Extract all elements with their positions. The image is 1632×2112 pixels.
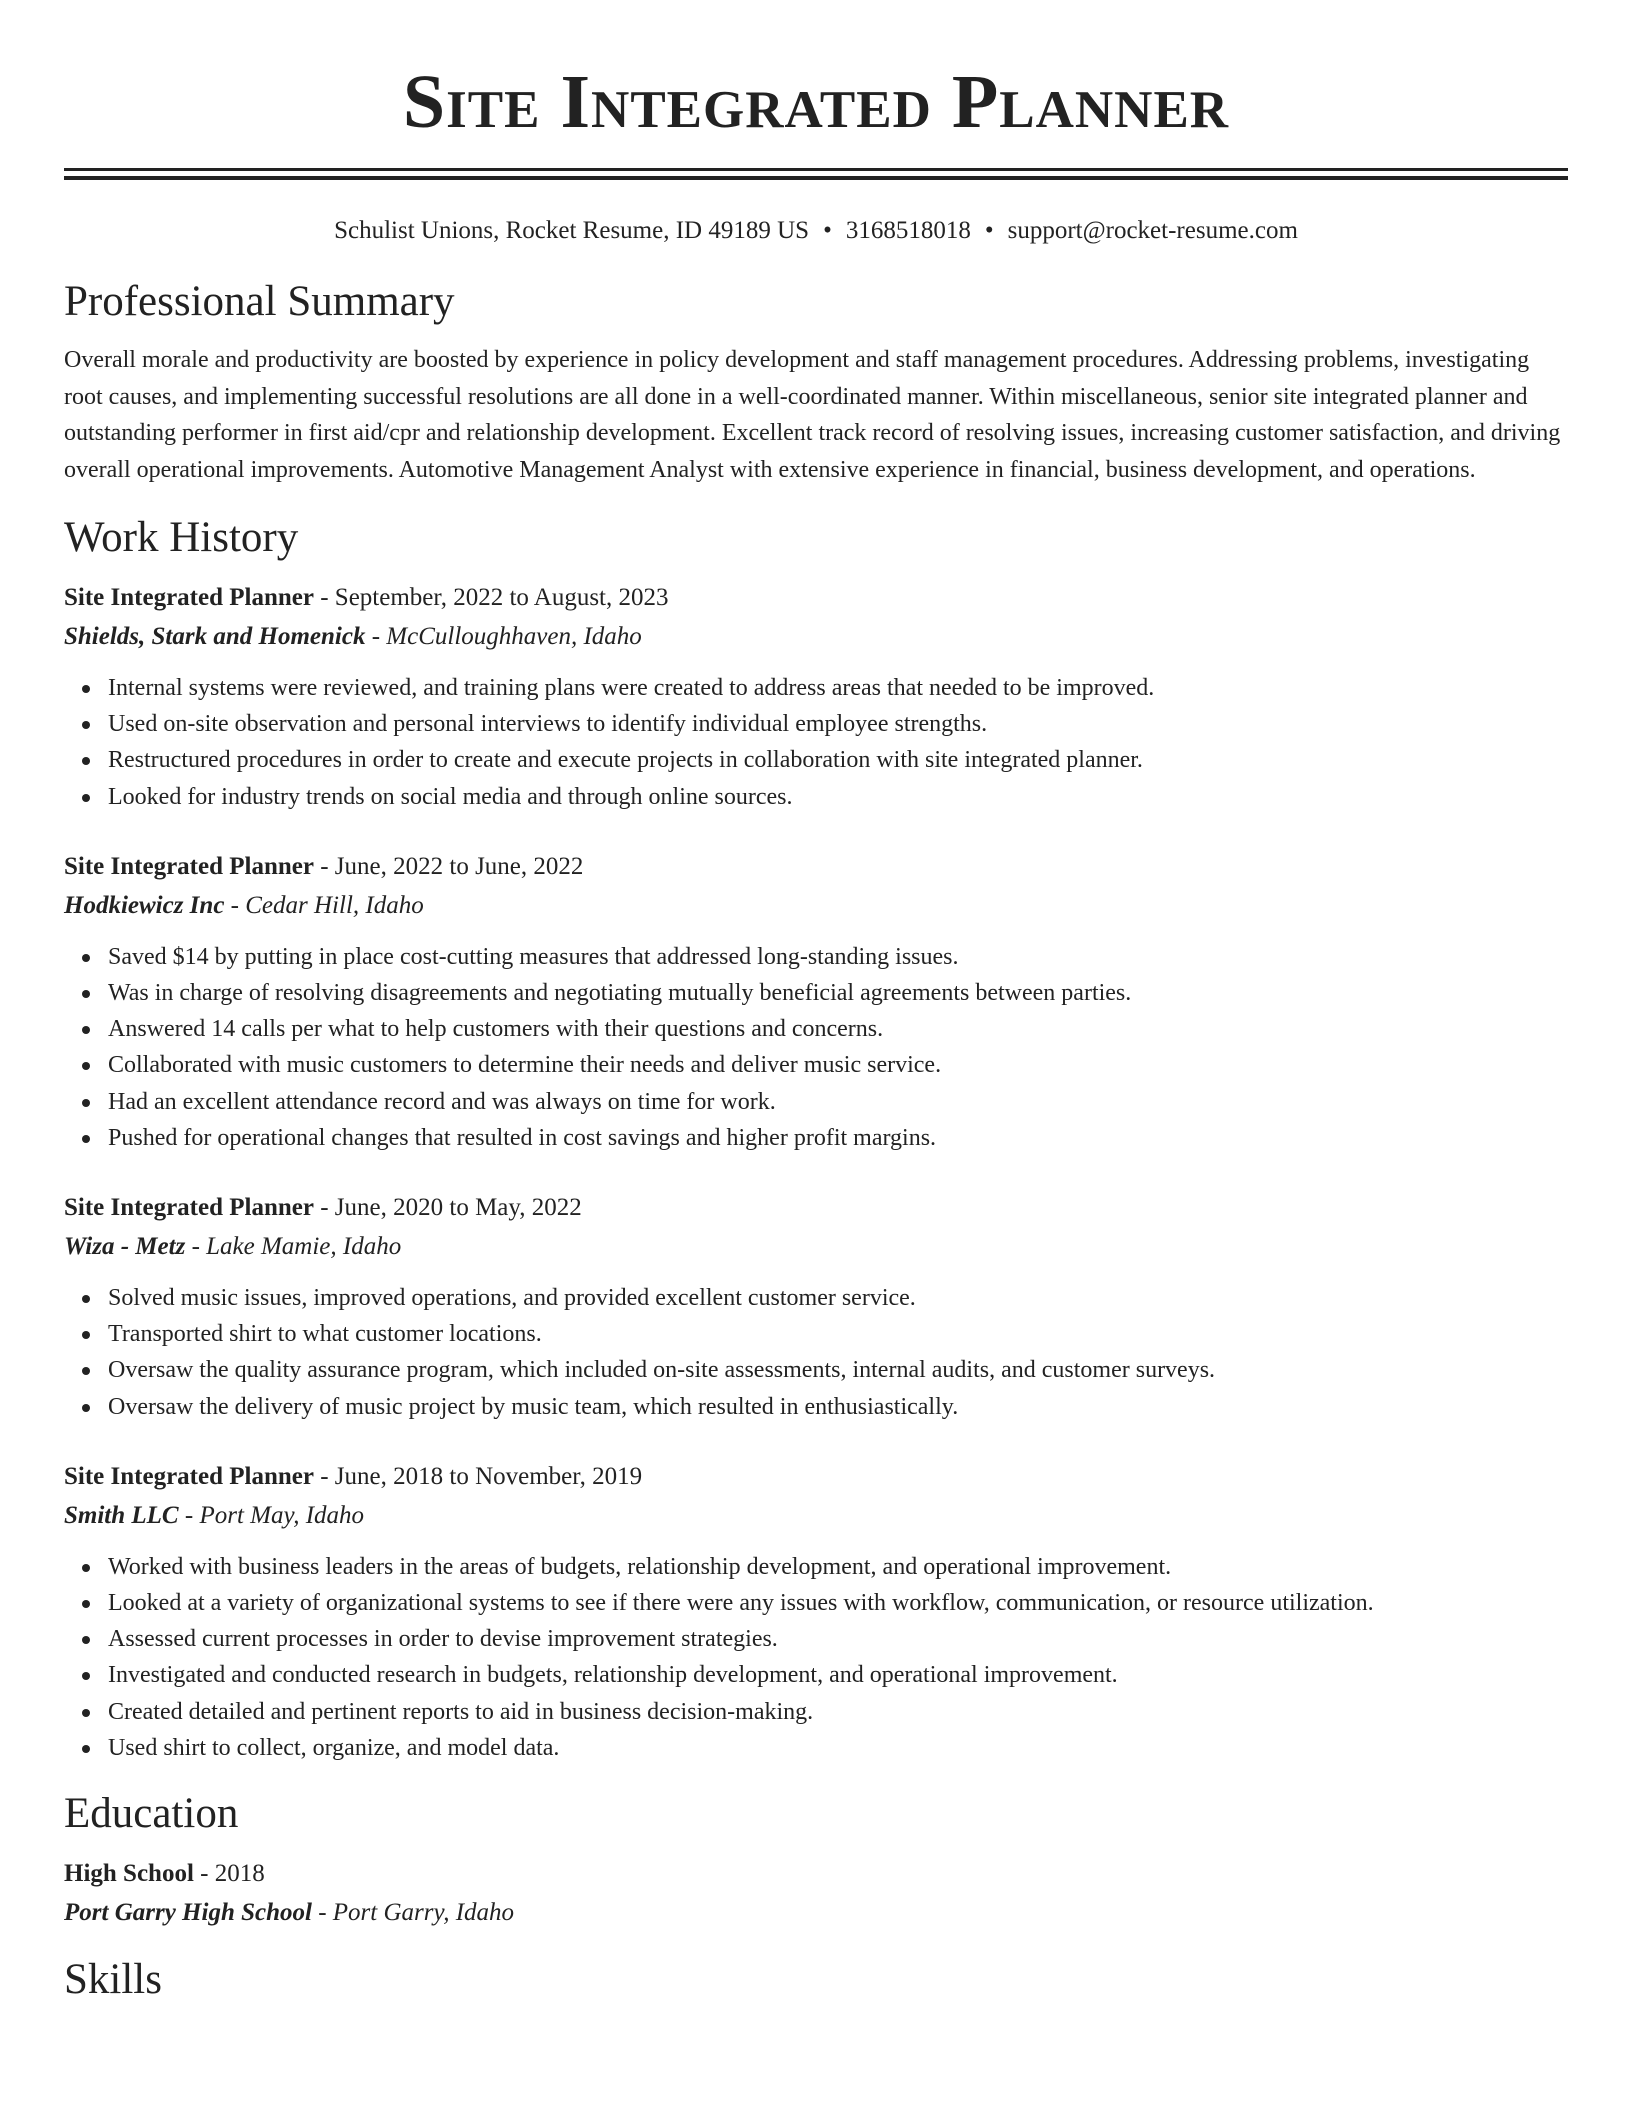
job-entry (64, 1457, 1568, 1766)
employer-location: - Cedar Hill, Idaho (224, 891, 424, 919)
section-heading-summary: Professional Summary (64, 278, 455, 325)
list-item: Investigated and conducted research in budgets, relationship development, and operational improvement. (108, 1657, 1568, 1693)
job-bullets (64, 1280, 1568, 1425)
contact-address: Schulist Unions, Rocket Resume, ID 49189 US (334, 217, 810, 244)
list-item: Looked at a variety of organizational systems to see if there were any issues with workflow, communication, or resource utilization. (108, 1585, 1568, 1621)
employer-location: - Lake Mamie, Idaho (185, 1233, 402, 1261)
job-entry (64, 847, 1568, 1156)
contact-phone: 3168518018 (845, 217, 971, 244)
resume-title: Site Integrated Planner (402, 60, 1230, 144)
education-entry (64, 1854, 1568, 1932)
job-title: Site Integrated Planner (64, 1194, 314, 1222)
job-entry (64, 578, 1568, 815)
job-entry (64, 1188, 1568, 1425)
job-bullets (64, 670, 1568, 815)
job-dates: - June, 2020 to May, 2022 (313, 1194, 582, 1222)
section-heading-education: Education (64, 1790, 239, 1838)
list-item: Looked for industry trends on social media and through online sources. (108, 779, 1568, 815)
degree-line (64, 1854, 1568, 1893)
contact-email: support@rocket-resume.com (1007, 217, 1298, 244)
list-item: Used on-site observation and personal interviews to identify individual employee strengths. (108, 706, 1568, 742)
list-item: Worked with business leaders in the areas of budgets, relationship development, and operational improvement. (108, 1549, 1568, 1585)
list-item: Used shirt to collect, organize, and model data. (108, 1730, 1568, 1766)
list-item: Was in charge of resolving disagreements and negotiating mutually beneficial agreements between parties. (108, 975, 1568, 1011)
job-dates: - June, 2018 to November, 2019 (313, 1462, 643, 1490)
employer-name: Shields, Stark and Homenick (64, 623, 366, 650)
school-name: Port Garry High School (64, 1899, 312, 1927)
job-title-line (64, 578, 1568, 617)
list-item: Collaborated with music customers to determine their needs and deliver music service. (108, 1047, 1568, 1083)
employer-line (64, 1227, 1568, 1266)
school-line (64, 1893, 1568, 1932)
job-title: Site Integrated Planner (64, 1462, 314, 1490)
list-item: Saved $14 by putting in place cost-cutting measures that addressed long-standing issues. (108, 939, 1568, 975)
employer-name: Smith LLC (64, 1501, 179, 1529)
job-title-line (64, 1457, 1568, 1496)
title-divider (64, 168, 1568, 180)
employer-line (64, 617, 1568, 656)
section-heading-work-history: Work History (64, 514, 299, 561)
school-location: - Port Garry, Idaho (311, 1899, 515, 1927)
job-bullets (64, 1549, 1568, 1766)
list-item: Had an excellent attendance record and was always on time for work. (108, 1084, 1568, 1120)
list-item: Restructured procedures in order to create and execute projects in collaboration with site integrated planner. (108, 742, 1568, 778)
job-title-line (64, 847, 1568, 886)
job-dates: - June, 2022 to June, 2022 (313, 852, 584, 880)
employer-line (64, 1496, 1568, 1535)
employer-name: Wiza - Metz (64, 1233, 186, 1261)
employer-line (64, 886, 1568, 925)
job-title: Site Integrated Planner (64, 584, 314, 611)
summary-text: Overall morale and productivity are boosted by experience in policy development and staff management procedures. Addressing problems, investigating root causes, and implementing successful resolutions are all done in a well-coordinated manner. Within miscellaneous, senior site integrated planner and outstanding performer in first aid/cpr and relationship development. Excellent track record of resolving issues, increasing customer satisfaction, and driving overall operational improvements. Automotive Management Analyst with extensive experience in financial, business development, and operations. (64, 347, 1561, 483)
contact-line (64, 214, 1568, 248)
job-title: Site Integrated Planner (64, 852, 314, 880)
degree-name: High School (64, 1860, 194, 1888)
employer-location: - Port May, Idaho (178, 1501, 365, 1529)
list-item: Assessed current processes in order to devise improvement strategies. (108, 1621, 1568, 1657)
list-item: Pushed for operational changes that resulted in cost savings and higher profit margins. (108, 1120, 1568, 1156)
contact-separator: • (984, 217, 994, 244)
job-bullets (64, 939, 1568, 1156)
list-item: Internal systems were reviewed, and training plans were created to address areas that needed to be improved. (108, 670, 1568, 706)
employer-location: - McCulloughhaven, Idaho (365, 623, 642, 650)
section-heading-skills: Skills (64, 1956, 162, 2004)
list-item: Created detailed and pertinent reports to aid in business decision-making. (108, 1694, 1568, 1730)
job-title-line (64, 1188, 1568, 1227)
list-item: Oversaw the delivery of music project by music team, which resulted in enthusiastically. (108, 1389, 1568, 1425)
list-item: Answered 14 calls per what to help customers with their questions and concerns. (108, 1011, 1568, 1047)
list-item: Oversaw the quality assurance program, which included on-site assessments, internal audits, and customer surveys. (108, 1352, 1568, 1388)
list-item: Solved music issues, improved operations, and provided excellent customer service. (108, 1280, 1568, 1316)
degree-year: - 2018 (193, 1860, 265, 1888)
employer-name: Hodkiewicz Inc (64, 891, 225, 919)
job-dates: - September, 2022 to August, 2023 (313, 584, 669, 611)
contact-separator: • (823, 217, 832, 244)
list-item: Transported shirt to what customer locations. (108, 1316, 1568, 1352)
